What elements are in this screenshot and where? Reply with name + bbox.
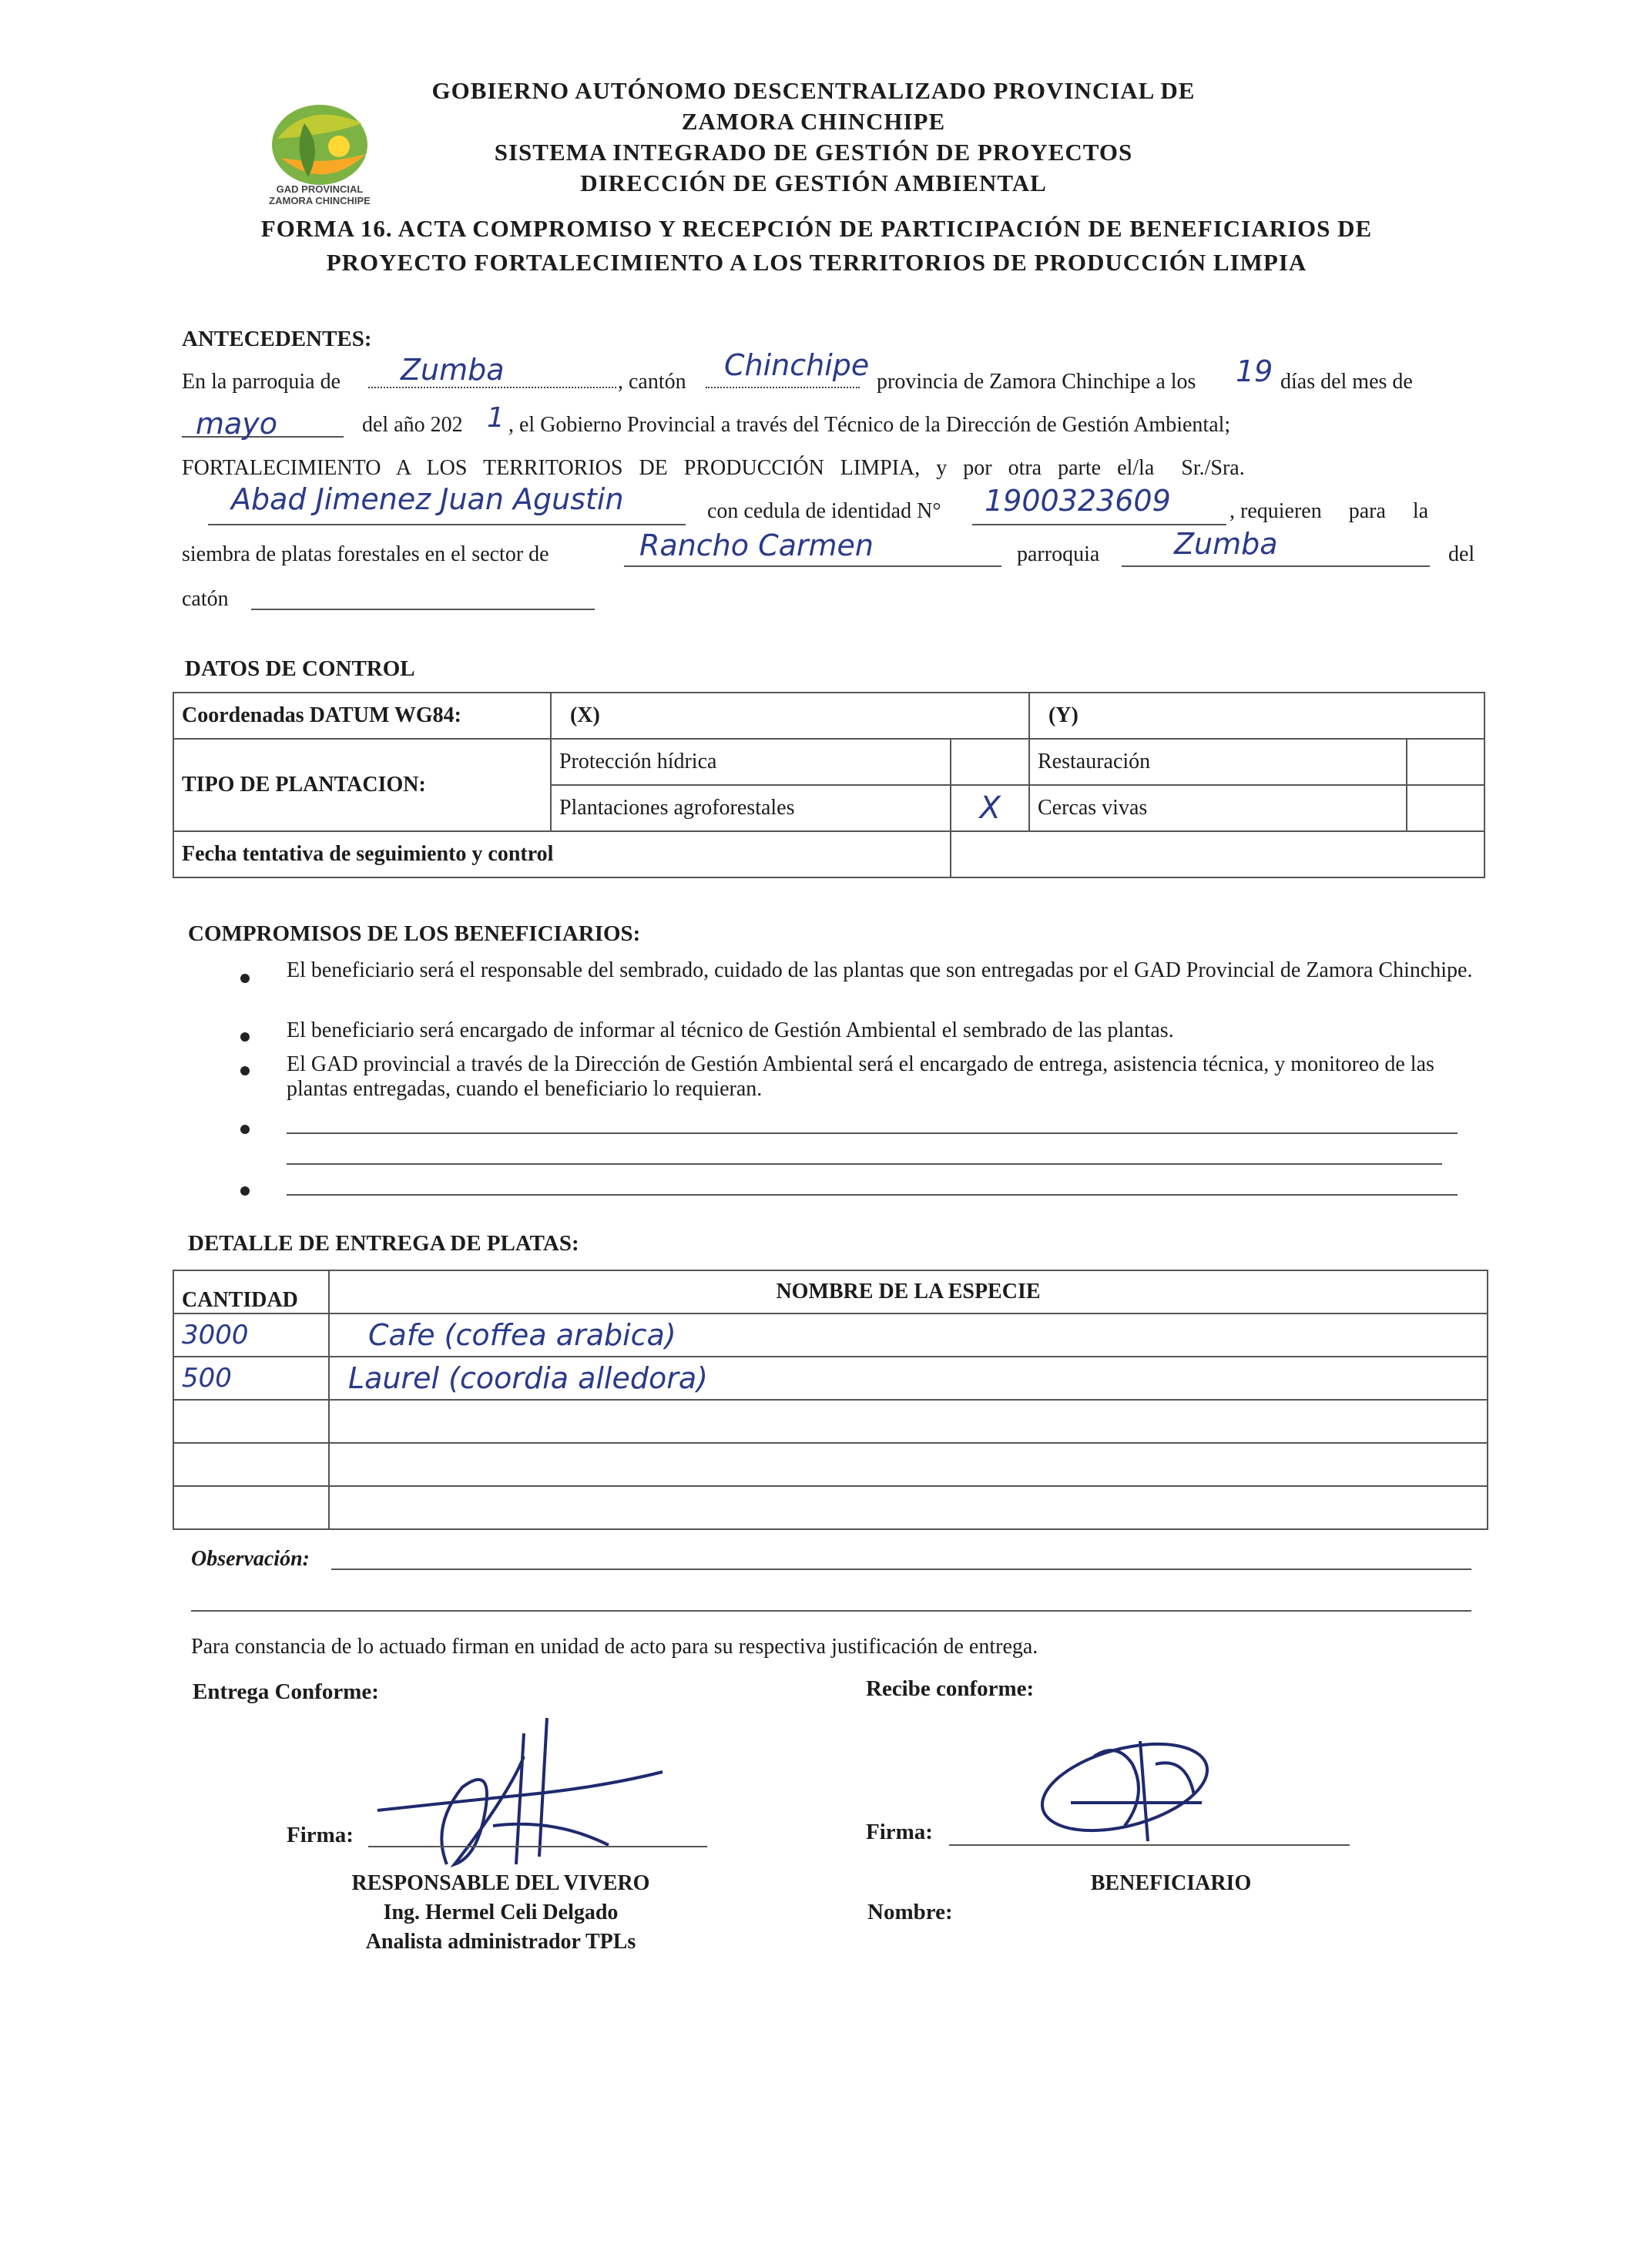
text-provincia: provincia de Zamora Chinchipe a los (877, 370, 1196, 394)
text-fortalecimiento: FORTALECIMIENTO A LOS TERRITORIOS DE PRODUCCIÓN LIMPIA, y por otra parte el/la Sr./Sra. (182, 456, 1245, 480)
table-row (173, 1400, 1488, 1443)
control-table (173, 692, 1485, 878)
option-proteccion-hidrica: Protección hídrica (551, 739, 951, 785)
responsable-title: RESPONSABLE DEL VIVERO (351, 1871, 650, 1895)
table-row (173, 1486, 1488, 1529)
handwritten-nombre: Abad Jimenez Juan Agustin (231, 482, 624, 516)
text-parroquia-label: En la parroquia de (182, 370, 341, 394)
coord-x-label: (X) (551, 693, 1029, 739)
responsable-role: Analista administrador TPLs (365, 1930, 636, 1954)
option-cercas-vivas: Cercas vivas (1029, 785, 1407, 831)
form-title-line2: PROYECTO FORTALECIMIENTO A LOS TERRITORIOS DE PRODUCCIÓN LIMPIA (326, 249, 1307, 276)
responsable-name: Ing. Hermel Celi Delgado (383, 1901, 619, 1924)
header-line2: ZAMORA CHINCHIPE (681, 108, 946, 135)
text-requieren: , requieren para la (1229, 499, 1429, 523)
handwritten-sector: Rancho Carmen (639, 528, 874, 562)
firma1-label: Firma: (287, 1823, 354, 1847)
text-del: del (1448, 542, 1475, 566)
form-title-line1: FORMA 16. ACTA COMPROMISO Y RECEPCIÓN DE PARTICIPACIÓN DE BENEFICIARIOS DE (260, 215, 1373, 242)
row5-especie[interactable] (329, 1486, 1488, 1529)
col-especie-header: NOMBRE DE LA ESPECIE (329, 1270, 1488, 1313)
checkbox-plantaciones-agroforestales[interactable] (951, 785, 1029, 831)
option-restauracion: Restauración (1029, 739, 1407, 785)
table-row (173, 1313, 1488, 1357)
text-parroquia2-label: parroquia (1017, 542, 1100, 566)
signature-beneficiario-icon (1032, 1710, 1233, 1864)
handwritten-dia: 19 (1236, 354, 1273, 388)
compromiso-item-2: El beneficiario será encargado de informar al técnico de Gestión Ambiental el sembrado de las plantas. (287, 1018, 1174, 1042)
option-plantaciones-agroforestales: Plantaciones agroforestales (551, 785, 951, 831)
header-line4: DIRECCIÓN DE GESTIÓN AMBIENTAL (580, 169, 1047, 196)
text-gobierno: , el Gobierno Provincial a través del Técnico de la Dirección de Gestión Ambiental; (508, 413, 1231, 437)
row5-cantidad[interactable] (173, 1486, 329, 1529)
header-line3: SISTEMA INTEGRADO DE GESTIÓN DE PROYECTOS (494, 139, 1133, 166)
handwritten-canton: Chinchipe (724, 348, 870, 382)
tipo-plantacion-label: TIPO DE PLANTACION: (173, 739, 551, 831)
fecha-seguimiento-label: Fecha tentativa de seguimiento y control (173, 831, 951, 877)
signature-responsable-icon (354, 1710, 678, 1880)
text-caton-label: catón (182, 587, 229, 611)
row3-especie[interactable] (329, 1400, 1488, 1443)
detalle-table (173, 1270, 1488, 1530)
handwritten-parroquia2: Zumba (1174, 527, 1278, 561)
fecha-seguimiento-value[interactable] (951, 831, 1484, 877)
header-line1: GOBIERNO AUTÓNOMO DESCENTRALIZADO PROVINCIAL DE (431, 77, 1196, 104)
row2-cantidad: 500 (173, 1357, 329, 1400)
row1-cantidad: 3000 (173, 1313, 329, 1357)
nombre-label: Nombre: (867, 1900, 953, 1924)
text-cedula-label: con cedula de identidad N° (707, 499, 941, 523)
coord-y-label: (Y) (1029, 693, 1484, 739)
text-canton-label: , cantón (618, 370, 686, 394)
beneficiario-title: BENEFICIARIO (1090, 1871, 1252, 1895)
compromiso-item-3: El GAD provincial a través de la Dirección de Gestión Ambiental será el encargado de entrega, asistencia técnica, y monitoreo de las plantas entregadas, cuando el beneficiario lo requieran. (287, 1052, 1434, 1101)
col-cantidad-header: CANTIDAD (173, 1270, 329, 1313)
checkbox-proteccion-hidrica[interactable] (951, 739, 1029, 785)
text-dias-mes: días del mes de (1280, 370, 1413, 394)
text-anio: del año 202 (362, 413, 463, 437)
table-row (173, 1357, 1488, 1400)
firma2-label: Firma: (866, 1820, 933, 1844)
entrega-conforme-label: Entrega Conforme: (193, 1679, 379, 1704)
row4-especie[interactable] (329, 1443, 1488, 1486)
table-row (173, 1443, 1488, 1486)
checkbox-cercas-vivas[interactable] (1407, 785, 1484, 831)
coord-label: Coordenadas DATUM WG84: (173, 693, 551, 739)
detalle-heading: DETALLE DE ENTREGA DE PLATAS: (188, 1231, 579, 1256)
antecedentes-heading: ANTECEDENTES: (182, 327, 372, 351)
logo-line2: ZAMORA CHINCHIPE (269, 195, 371, 206)
row4-cantidad[interactable] (173, 1443, 329, 1486)
check-mark: X (979, 790, 1001, 826)
row1-especie: Cafe (coffea arabica) (329, 1313, 1488, 1357)
handwritten-parroquia: Zumba (401, 353, 505, 387)
responsable-block (270, 1869, 732, 1957)
row2-especie: Laurel (coordia alledora) (329, 1357, 1488, 1400)
checkbox-restauracion[interactable] (1407, 739, 1484, 785)
datos-control-heading: DATOS DE CONTROL (185, 656, 415, 681)
logo-line1: GAD PROVINCIAL (276, 183, 364, 195)
text-siembra: siembra de platas forestales en el sector de (182, 542, 549, 566)
handwritten-cedula: 1900323609 (985, 484, 1171, 518)
observacion-label: Observación: (191, 1547, 310, 1571)
handwritten-mes: mayo (196, 407, 278, 441)
recibe-conforme-label: Recibe conforme: (866, 1676, 1035, 1701)
compromiso-item-1: El beneficiario será el responsable del sembrado, cuidado de las plantas que son entregadas por el GAD Provincial de Zamora Chinchipe. (287, 958, 1473, 982)
constancia-text: Para constancia de lo actuado firman en unidad de acto para su respectiva justificación de entrega. (191, 1635, 1038, 1659)
compromisos-heading: COMPROMISOS DE LOS BENEFICIARIOS: (188, 921, 641, 946)
handwritten-anio-digito: 1 (487, 402, 505, 434)
row3-cantidad[interactable] (173, 1400, 329, 1443)
